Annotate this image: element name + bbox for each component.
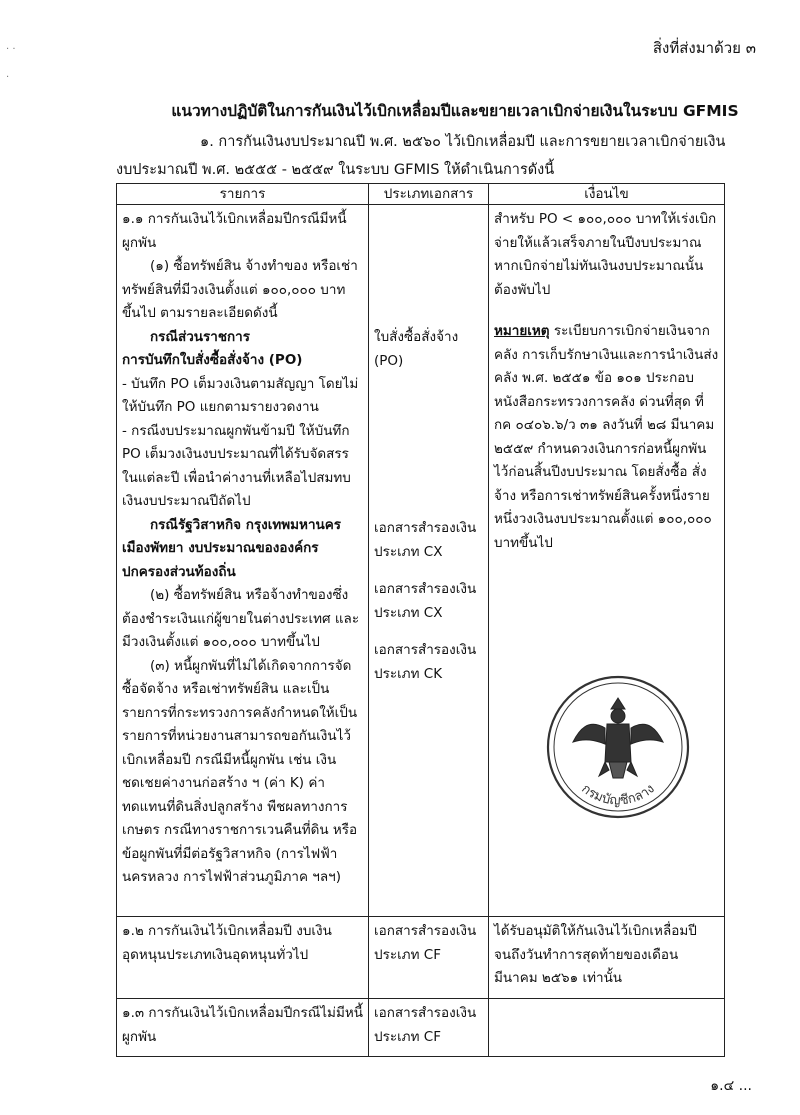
doc-ck: เอกสารสำรองเงิน ประเภท CK (374, 642, 477, 682)
table-row (117, 999, 725, 1057)
attachment-label: สิ่งที่ส่งมาด้วย ๓ (652, 39, 756, 57)
header-condition: เงื่อนไข (489, 184, 725, 205)
po-rule-2: - กรณีงบประมาณผูกพันข้ามปี ให้บันทึก PO เต็มวงเงินงบประมาณที่ได้รับจัดสรรในแต่ละปี เพื่อนำค่างานที่เหลือไปสมทบเงินงบประมาณปีถัดไป (122, 422, 351, 509)
po-recording-heading: การบันทึกใบสั่งซื้อสั่งจ้าง (PO) (122, 352, 303, 368)
item-1-1-sub-2: (๒) ซื้อทรัพย์สิน หรือจ้างทำของซึ่งต้องชำระเงินแก่ผู้ขายในต่างประเทศ และมีวงเงินตั้งแต่ ๑๐๐,๐๐๐ บาทขึ้นไป (122, 587, 360, 650)
intro-line-1: ๑. การกันเงินงบประมาณปี พ.ศ. ๒๕๖๐ ไว้เบิกเหลื่อมปี และการขยายเวลาเบิกจ่ายเงิน (200, 134, 726, 150)
department-seal-stamp (543, 672, 693, 822)
row2-item-cell: ๑.๒ การกันเงินไว้เบิกเหลื่อมปี งบเงินอุดหนุนประเภทเงินอุดหนุนทั่วไป (117, 917, 369, 999)
doc-cx-1: เอกสารสำรองเงิน ประเภท CX (374, 520, 477, 560)
case-government: กรณีส่วนราชการ (150, 328, 250, 345)
next-page-marker: ๑.๔ ... (710, 1078, 752, 1094)
table-row (117, 917, 725, 999)
row3-doc-cell: เอกสารสำรองเงิน ประเภท CF (369, 999, 489, 1057)
garuda-emblem-icon (573, 698, 663, 778)
document-title: แนวทางปฏิบัติในการกันเงินไว้เบิกเหลื่อมปีและขยายเวลาเบิกจ่ายเงินในระบบ GFMIS (171, 102, 739, 120)
item-1-1-sub-3: (๓) หนี้ผูกพันที่ไม่ได้เกิดจากการจัดซื้อจัดจ้าง หรือเช่าทรัพย์สิน และเป็นรายการที่กระทรวงการคลังกำหนดให้เป็นรายการที่หน่วยงานสามารถขอกันเงินไว้เบิกเหลื่อมปี กรณีมีหนี้ผูกพัน เช่น เงินชดเชยค่างานก่อสร้าง ฯ (ค่า K) ค่าทดแทนที่ดินสิ่งปลูกสร้าง พืชผลทางการเกษตร กรณีทางราชการเวนคืนที่ดิน หรือข้อผูกพันที่มีต่อรัฐวิสาหกิจ (การไฟฟ้านครหลวง การไฟฟ้าส่วนภูมิภาค ฯลฯ) (122, 657, 358, 885)
header-item: รายการ (117, 184, 369, 205)
row3-item-cell: ๑.๓ การกันเงินไว้เบิกเหลื่อมปีกรณีไม่มีหนี้ผูกพัน (117, 999, 369, 1057)
guideline-table (116, 183, 725, 1057)
row1-item-cell (117, 205, 369, 917)
row1-doc-cell (369, 205, 489, 917)
row2-condition-cell: ได้รับอนุมัติให้กันเงินไว้เบิกเหลื่อมปีจนถึงวันทำการสุดท้ายของเดือนมีนาคม ๒๕๖๑ เท่านั้น (489, 917, 725, 999)
note-label: หมายเหตุ (494, 323, 550, 339)
row2-doc-cell: เอกสารสำรองเงิน ประเภท CF (369, 917, 489, 999)
intro-line-2: งบประมาณปี พ.ศ. ๒๕๕๕ - ๒๕๕๙ ในระบบ GFMIS ให้ดำเนินการดังนี้ (116, 162, 555, 178)
condition-note (494, 320, 719, 555)
item-1-1: ๑.๑ การกันเงินไว้เบิกเหลื่อมปีกรณีมีหนี้ผูกพัน (122, 211, 347, 251)
header-doc-type: ประเภทเอกสาร (369, 184, 489, 205)
doc-po: ใบสั่งซื้อสั่งจ้าง (PO) (374, 329, 459, 369)
condition-po-threshold: สำหรับ PO < ๑๐๐,๐๐๐ บาทให้เร่งเบิกจ่ายให้แล้วเสร็จภายในปีงบประมาณ หากเบิกจ่ายไม่ทันเงินงบประมาณนั้นต้องพับไป (494, 211, 717, 298)
seal-text: กรมบัญชีกลาง (578, 781, 658, 809)
case-state-enterprise: กรณีรัฐวิสาหกิจ กรุงเทพมหานคร เมืองพัทยา งบประมาณขององค์กรปกครองส่วนท้องถิ่น (122, 516, 342, 580)
scan-specks: · · · (6, 44, 16, 83)
po-rule-1: - บันทึก PO เต็มวงเงินตามสัญญา โดยไม่ให้บันทึก PO แยกตามรายงวดงาน (122, 375, 359, 415)
row3-condition-cell (489, 999, 725, 1057)
doc-cx-2: เอกสารสำรองเงิน ประเภท CX (374, 581, 477, 621)
item-1-1-sub-1: (๑) ซื้อทรัพย์สิน จ้างทำของ หรือเช่าทรัพย์สินที่มีวงเงินตั้งแต่ ๑๐๐,๐๐๐ บาทขึ้นไป ตามรายละเอียดดังนี้ (122, 258, 358, 321)
note-text: ระเบียบการเบิกจ่ายเงินจากคลัง การเก็บรักษาเงินและการนำเงินส่งคลัง พ.ศ. ๒๕๕๑ ข้อ ๑๐๑ ประกอบหนังสือกระทรวงการคลัง ด่วนที่สุด ที่ กค ๐๔๐๖.๖/ว ๓๑ ลงวันที่ ๒๘ มีนาคม ๒๕๕๙ กำหนดวงเงินการก่อหนี้ผูกพันไว้ก่อนสิ้นปีงบประมาณ โดยสั่งซื้อ สั่งจ้าง หรือการเช่าทรัพย์สินครั้งหนึ่งรายหนึ่งวงเงินงบประมาณตั้งแต่ ๑๐๐,๐๐๐ บาทขึ้นไป (494, 323, 719, 551)
table-header-row (117, 184, 725, 205)
